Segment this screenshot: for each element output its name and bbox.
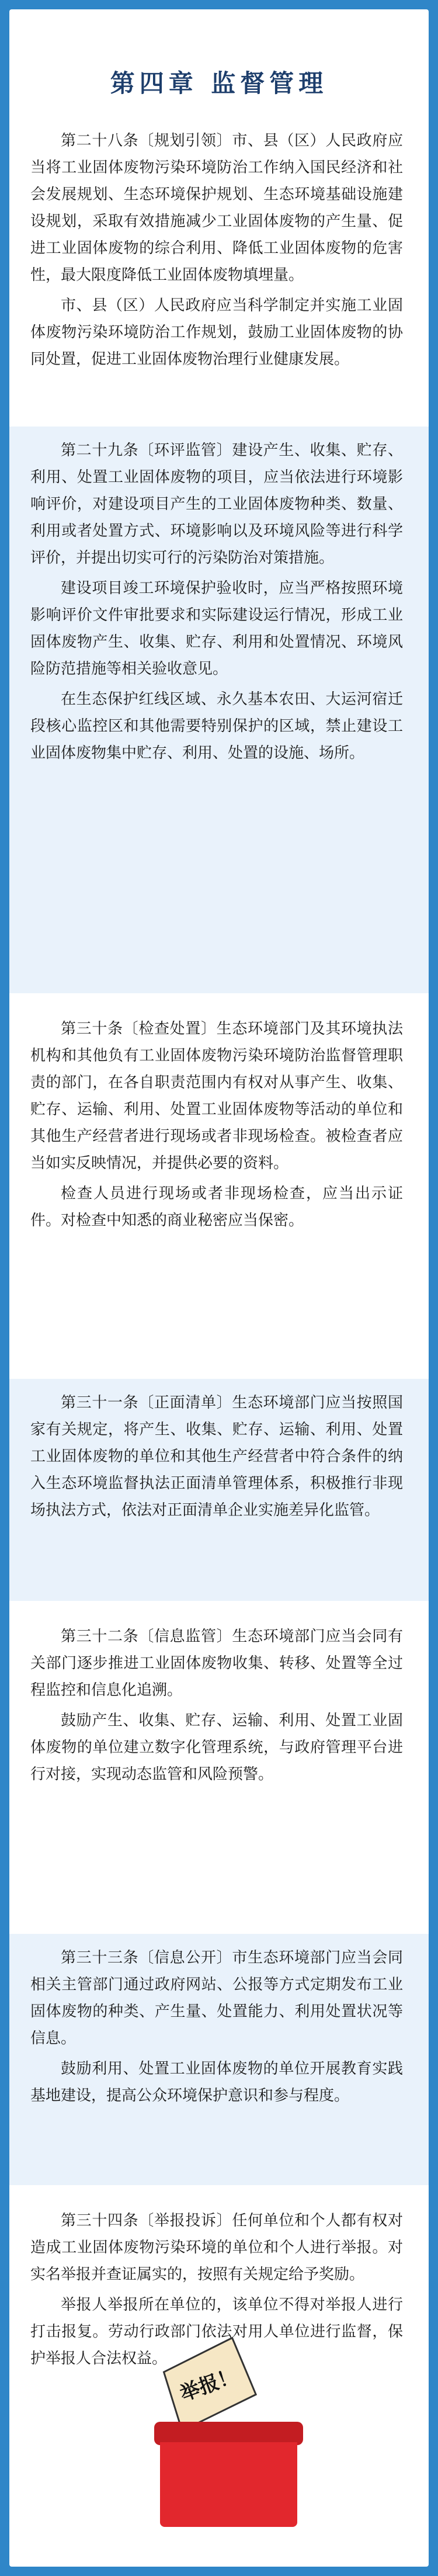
article-paragraph: 第三十一条〔正面清单〕生态环境部门应当按照国家有关规定，将产生、收集、贮存、运输、利用、处置工业固体废物的单位和其他生产经营者中符合条件的纳入生态环境监督执法正面清单管理体系，积极推行非现场执法方式，依法对正面清单企业实施差异化监管。 xyxy=(30,1394,403,1519)
article-paragraph: 第二十八条〔规划引领〕市、县（区）人民政府应当将工业固体废物污染环境防治工作纳入国民经济和社会发展规划、生态环境保护规划、生态环境基础设施建设规划，采取有效措施减少工业固体废物的产生量、促进工业固体废物的综合利用、降低工业固体废物的危害性，最大限度降低工业固体废物填埋量。 xyxy=(30,132,403,284)
article-paragraph: 在生态保护红线区域、永久基本农田、大运河宿迁段核心监控区和其他需要特别保护的区域，禁止建设工业固体废物集中贮存、利用、处置的设施、场所。 xyxy=(30,691,403,762)
article-paragraph: 第三十四条〔举报投诉〕任何单位和个人都有权对造成工业固体废物污染环境的单位和个人进行举报。对实名举报并查证属实的，按照有关规定给予奖励。 xyxy=(30,2212,403,2283)
ballot-box-body xyxy=(160,2442,297,2527)
article-paragraph: 第三十条〔检查处置〕生态环境部门及其环境执法机构和其他负有工业固体废物污染环境防治监督管理职责的部门，在各自职责范围内有权对从事产生、收集、贮存、运输、利用、处置工业固体废物等活动的单位和其他生产经营者进行现场或者非现场检查。被检查者应当如实反映情况，并提供必要的资料。 xyxy=(30,1020,403,1172)
article-paragraph: 市、县（区）人民政府应当科学制定并实施工业固体废物污染环境防治工作规划，鼓励工业固体废物的协同处置，促进工业固体废物治理行业健康发展。 xyxy=(30,297,403,368)
article-31 xyxy=(9,1379,429,1601)
article-paragraph: 第三十三条〔信息公开〕市生态环境部门应当会同相关主管部门通过政府网站、公报等方式定期发布工业固体废物的种类、产生量、处置能力、利用处置状况等信息。 xyxy=(30,1949,403,2047)
article-33 xyxy=(9,1934,429,2185)
article-30 xyxy=(9,1005,429,1367)
article-28 xyxy=(9,117,429,415)
article-29 xyxy=(9,427,429,993)
article-32 xyxy=(9,1613,429,1922)
report-slip-icon xyxy=(154,2333,262,2434)
article-paragraph: 举报人举报所在单位的，该单位不得对举报人进行打击报复。劳动行政部门依法对用人单位进行监督，保护举报人合法权益。 xyxy=(30,2296,403,2367)
article-paragraph: 鼓励产生、收集、贮存、运输、利用、处置工业固体废物的单位建立数字化管理系统，与政府管理平台进行对接，实现动态监管和风险预警。 xyxy=(30,1712,403,1783)
chapter-title: 第四章 监督管理 xyxy=(110,69,328,98)
article-paragraph: 检查人员进行现场或者非现场检查，应当出示证件。对检查中知悉的商业秘密应当保密。 xyxy=(30,1185,403,1229)
ballot-box-lid xyxy=(154,2422,303,2445)
report-ballot-box-illustration xyxy=(137,2346,324,2527)
article-paragraph: 建设项目竣工环境保护验收时，应当严格按照环境影响评价文件审批要求和实际建设运行情况，形成工业固体废物产生、收集、贮存、利用和处置情况、环境风险防范措施等相关验收意见。 xyxy=(30,580,403,678)
report-slip-label: 举报！ xyxy=(176,2363,241,2407)
article-paragraph: 第二十九条〔环评监管〕建设产生、收集、贮存、利用、处置工业固体废物的项目，应当依法进行环境影响评价，对建设项目产生的工业固体废物种类、数量、利用或者处置方式、环境影响以及环境风险等进行科学评价，并提出切实可行的污染防治对策措施。 xyxy=(30,442,403,567)
article-paragraph: 第三十二条〔信息监管〕生态环境部门应当会同有关部门逐步推进工业固体废物收集、转移、处置等全过程监控和信息化追溯。 xyxy=(30,1628,403,1699)
article-paragraph: 鼓励利用、处置工业固体废物的单位开展教育实践基地建设，提高公众环境保护意识和参与程度。 xyxy=(30,2060,403,2105)
